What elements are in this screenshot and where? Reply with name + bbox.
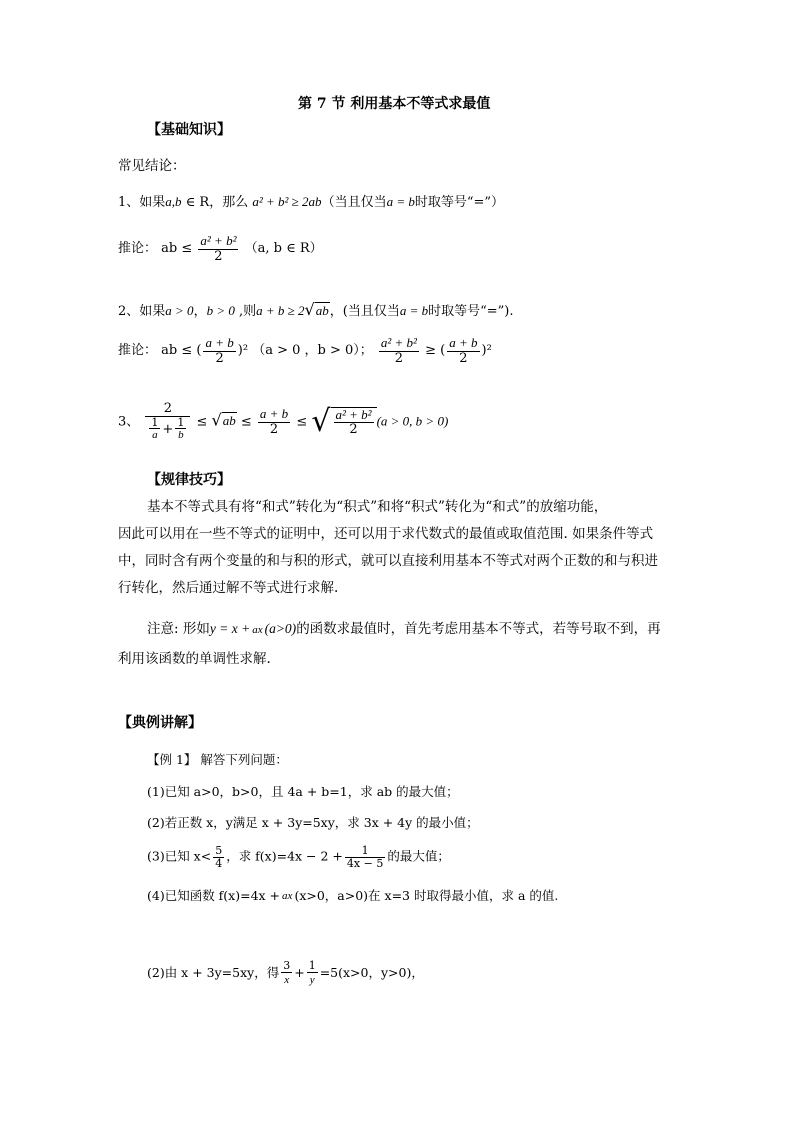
- item-2-note: ，(当且仅当: [329, 304, 400, 319]
- part-3-text-c: 的最大值；: [387, 848, 450, 864]
- fraction-numerator: 1: [151, 415, 159, 429]
- solution-text-b: =5(x>0，y>0)，: [319, 964, 424, 980]
- technique-line-2: 因此可以用在一些不等式的证明中，还可以用于求代数式的最值或取值范围. 如果条件等式: [118, 526, 654, 542]
- fraction-denominator: b: [178, 429, 184, 442]
- example-1-part-1: (1)已知 a>0，b>0，且 4a + b=1，求 ab 的最大值；: [147, 784, 459, 799]
- fraction-numerator: a + b: [205, 335, 234, 350]
- corollary-2-fraction: [203, 336, 235, 365]
- item-2: [118, 300, 514, 320]
- example-1-part-2: (2)若正数 x，y满足 x + 3y=5xy，求 3x + 4y 的最小值；: [147, 815, 479, 830]
- fraction-denominator: [145, 417, 190, 442]
- corollary-2: [118, 336, 492, 365]
- corollary-2-fraction-2: [379, 336, 419, 365]
- fraction-denominator: 2: [214, 248, 223, 264]
- le-sign-1: ≤: [196, 414, 208, 430]
- note-prefix: 注意: 形如: [147, 621, 210, 637]
- five-fourths: [213, 845, 224, 869]
- example-1-part-4: [147, 888, 558, 904]
- page-title: 第 7 节 利用基本不等式求最值: [298, 96, 491, 112]
- fraction-denominator: x: [287, 890, 293, 903]
- a-over-x: [282, 889, 292, 903]
- corollary-2-fraction-3: [447, 336, 479, 365]
- arithmetic-mean-fraction: [258, 407, 290, 436]
- fraction-denominator: x: [257, 623, 263, 636]
- corollary-1-lhs: ab ≤: [161, 241, 193, 257]
- fraction-numerator: a + b: [449, 335, 478, 350]
- sqrt-sign: √: [304, 300, 315, 319]
- item-2-sep: ，: [193, 304, 207, 319]
- fraction-numerator: 1: [308, 959, 316, 972]
- note-cond: (a>0): [264, 621, 297, 636]
- note-y: y: [209, 621, 216, 636]
- item-3-cond: (a > 0, b > 0): [376, 413, 449, 429]
- part-3-text-a: (3)已知 x<: [147, 848, 212, 864]
- example-1-part-3: [147, 845, 450, 869]
- part-4-text-b: (x>0，a>0)在 x=3 时取得最小值，求 a 的值.: [294, 888, 559, 903]
- solution-text-a: (2)由 x + 3y=5xy，得: [147, 964, 280, 980]
- item-2-then: ,则: [234, 304, 257, 319]
- solution-part-2: [147, 960, 424, 987]
- fraction-numerator: a: [252, 623, 258, 636]
- item-1: [118, 194, 504, 211]
- item-1-prefix: 1、如果: [118, 195, 166, 210]
- fraction-numerator: a² + b²: [200, 233, 237, 248]
- corollary-1-prefix: 推论：: [118, 241, 158, 257]
- corollary-2-cond: （a > 0 ，b > 0）；: [252, 343, 373, 359]
- fraction-numerator: 5: [215, 844, 223, 857]
- fraction-denominator: a: [152, 429, 158, 442]
- item-2-cond-a: a > 0: [165, 303, 194, 318]
- note-fraction: [252, 616, 262, 644]
- part-3-fraction: [345, 845, 385, 869]
- item-3: [118, 402, 448, 442]
- fraction-numerator: a² + b²: [335, 406, 372, 422]
- one-over-y: [307, 960, 318, 987]
- fraction-numerator: 1: [177, 415, 185, 429]
- item-1-cond: a = b: [386, 194, 415, 209]
- fraction-denominator: 2: [349, 422, 358, 438]
- three-over-x: [281, 960, 292, 987]
- note-line-2: 利用该函数的单调性求解.: [118, 651, 271, 667]
- fraction-denominator: y: [309, 973, 315, 986]
- corollary-1-fraction: [198, 234, 238, 263]
- item-2-prefix: 2、如果: [118, 304, 166, 319]
- note-text: 的函数求最值时，首先考虑用基本不等式，若等号取不到，再: [296, 621, 661, 637]
- fraction-denominator: x: [284, 973, 290, 986]
- sqrt-sign: √: [211, 410, 222, 430]
- plus-sign: +: [162, 421, 174, 437]
- technique-line-1: 基本不等式具有将“和式”转化为“积式”和将“积式”转化为“和式”的放缩功能，: [147, 499, 608, 515]
- section-techniques: 【规律技巧】: [147, 472, 231, 488]
- technique-line-3: 中，同时含有两个变量的和与积的形式，就可以直接利用基本不等式对两个正数的和与积进: [118, 553, 658, 569]
- note-eq: = x +: [215, 621, 251, 636]
- le-sign-2: ≤: [240, 414, 252, 430]
- item-3-prefix: 3、: [118, 414, 140, 430]
- fraction-numerator: a + b: [259, 406, 289, 422]
- item-2-cond-b: b > 0: [206, 303, 235, 318]
- section-basic-knowledge: 【基础知识】: [147, 122, 231, 138]
- corollary-2-ge: ≥ (: [425, 343, 446, 359]
- fraction-denominator: 4: [215, 856, 223, 870]
- corollary-2-pow: )²: [237, 343, 249, 359]
- fraction-numerator: 3: [283, 959, 291, 972]
- technique-line-4: 行转化，然后通过解不等式进行求解.: [118, 580, 339, 596]
- item-2-inequality-lhs: a + b ≥ 2: [256, 303, 305, 318]
- sqrt-sign-large: √: [311, 403, 331, 439]
- corollary-2-prefix: 推论：: [118, 343, 158, 359]
- fraction-denominator: 2: [394, 350, 404, 366]
- item-1-in-r: ∈ R，那么: [181, 195, 249, 210]
- one-over-b: [175, 417, 186, 442]
- section-examples: 【典例讲解】: [118, 715, 202, 731]
- note-line-1: [147, 615, 661, 644]
- item-1-note: （当且仅当: [321, 195, 387, 210]
- le-sign-3: ≤: [296, 414, 308, 430]
- quadratic-mean-fraction: [334, 408, 374, 437]
- item-2-note-end: 时取等号“=”).: [428, 304, 514, 319]
- fraction-denominator: 2: [459, 350, 468, 366]
- plus-sign: +: [294, 964, 305, 980]
- harmonic-mean-fraction: [145, 402, 190, 442]
- item-1-vars: a,b: [165, 194, 182, 209]
- fraction-numerator: a² + b²: [380, 335, 417, 350]
- one-over-a: [149, 417, 160, 442]
- item-1-note-end: 时取等号“=”）: [414, 195, 505, 210]
- part-3-text-b: ，求 f(x)=4x − 2 +: [226, 848, 343, 864]
- fraction-denominator: 2: [215, 350, 224, 366]
- fraction-denominator: 2: [269, 421, 279, 437]
- part-4-text-a: (4)已知函数 f(x)=4x +: [147, 888, 281, 903]
- corollary-2-pow-2: )²: [481, 343, 492, 359]
- fraction-numerator: 1: [345, 845, 385, 858]
- fraction-numerator: a: [282, 890, 288, 903]
- quadratic-mean: [331, 407, 377, 437]
- common-conclusions: 常见结论：: [118, 158, 186, 174]
- item-1-inequality: a² + b² ≥ 2ab: [252, 194, 322, 209]
- corollary-1-cond: （a, b ∈ R）: [244, 241, 323, 257]
- fraction-denominator: 4x − 5: [346, 856, 384, 870]
- fraction-numerator: 2: [145, 402, 190, 417]
- item-2-cond: a = b: [399, 303, 429, 318]
- example-1-label: 【例 1】 解答下列问题：: [147, 752, 288, 767]
- item-2-sqrt-ab: ab: [315, 303, 329, 318]
- corollary-2-lhs: ab ≤ (: [161, 343, 202, 359]
- geometric-mean: ab: [222, 413, 236, 429]
- corollary-1: [118, 234, 323, 263]
